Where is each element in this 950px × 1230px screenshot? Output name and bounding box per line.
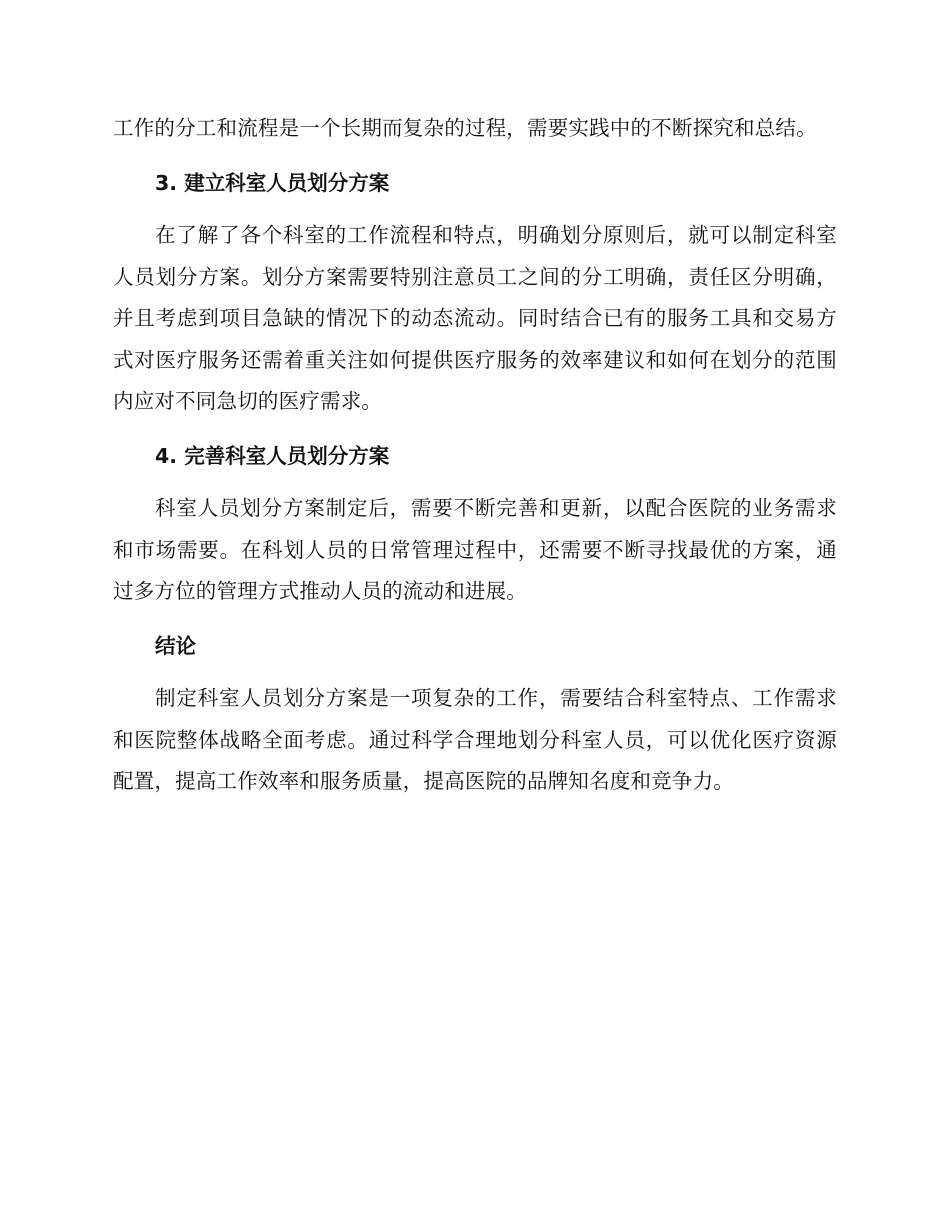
document-body (113, 108, 837, 803)
paragraph-conclusion: 制定科室人员划分方案是一项复杂的工作，需要结合科室特点、工作需求和医院整体战略全面考虑。通过科学合理地划分科室人员，可以优化医疗资源配置，提高工作效率和服务质量，提高医院的品牌知名度和竞争力。 (113, 686, 837, 793)
paragraph-section-4: 科室人员划分方案制定后，需要不断完善和更新，以配合医院的业务需求和市场需要。在科划人员的日常管理过程中，还需要不断寻找最优的方案，通过多方位的管理方式推动人员的流动和进展。 (113, 496, 837, 603)
section-heading-4: 4. 完善科室人员划分方案 (155, 443, 390, 468)
paragraph-section-3: 在了解了各个科室的工作流程和特点，明确划分原则后，就可以制定科室人员划分方案。划分方案需要特别注意员工之间的分工明确，责任区分明确，并且考虑到项目急缺的情况下的动态流动。同时结合已有的服务工具和交易方式对医疗服务还需着重关注如何提供医疗服务的效率建议和如何在划分的范围内应对不同急切的医疗需求。 (113, 223, 837, 413)
section-heading-3: 3. 建立科室人员划分方案 (155, 170, 390, 195)
paragraph-continuation: 工作的分工和流程是一个长期而复杂的过程，需要实践中的不断探究和总结。 (113, 116, 817, 140)
conclusion-heading: 结论 (155, 633, 196, 658)
